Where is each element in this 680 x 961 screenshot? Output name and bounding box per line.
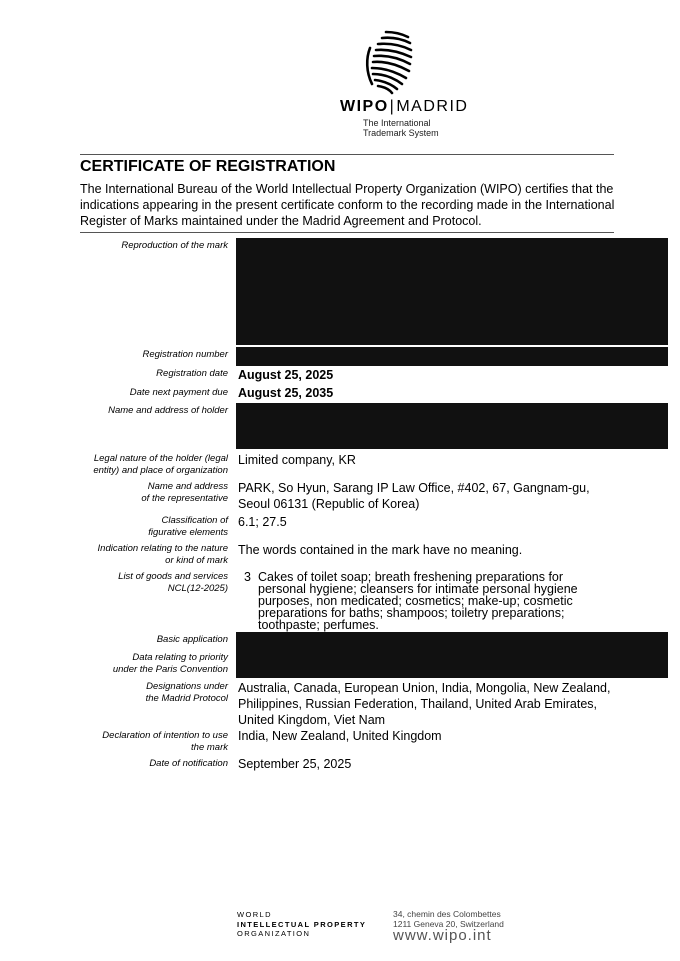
- goods-line: purposes, non medicated; cosmetics; make-up; cosmetic: [258, 594, 573, 608]
- certificate-title: CERTIFICATE OF REGISTRATION: [80, 158, 336, 175]
- logo-subtitle: The International Trademark System: [363, 118, 439, 138]
- indication-label: Indication relating to the nature or kind of mark: [97, 543, 228, 566]
- certificate-intro: The International Bureau of the World Intellectual Property Organization (WIPO) certifies that the indications appearing in the present certificate conform to the recording made in the International Register of Marks maintained under the Madrid Agreement and Protocol.: [80, 182, 615, 228]
- next-payment-value: August 25, 2035: [238, 386, 334, 400]
- goods-line: toothpaste; perfumes.: [258, 618, 379, 632]
- footer-address: 34, chemin des Colombettes 1211 Geneva 20, Switzerland: [393, 909, 504, 929]
- goods-line: Cakes of toilet soap; breath freshening preparations for: [258, 570, 564, 584]
- legal-nature-label: Legal nature of the holder (legal entity) and place of organization: [93, 453, 228, 476]
- logo-wordmark: WIPO|MADRID: [340, 98, 469, 115]
- wipo-globe-icon: [356, 28, 416, 98]
- notification-value: September 25, 2025: [238, 757, 352, 771]
- classification-label: Classification of figurative elements: [148, 515, 228, 538]
- registration-date-label: Registration date: [156, 368, 228, 379]
- footer-url: www.wipo.int: [393, 927, 492, 944]
- basic-application-label: Basic application: [156, 634, 228, 645]
- representative-label: Name and address of the representative: [141, 481, 228, 504]
- redacted-registration-number: [236, 347, 668, 366]
- indication-value: The words contained in the mark have no meaning.: [238, 543, 523, 557]
- designations-value: Australia, Canada, European Union, India, Mongolia, New Zealand, Philippines, Russian Federation, Thailand, United Arab Emirates, United Kingdom, Viet Nam: [238, 681, 611, 727]
- legal-nature-value: Limited company, KR: [238, 453, 356, 467]
- representative-value: PARK, So Hyun, Sarang IP Law Office, #402, 67, Gangnam-gu, Seoul 06131 (Republic of Korea): [238, 481, 590, 511]
- holder-label: Name and address of holder: [108, 405, 228, 416]
- designations-label: Designations under the Madrid Protocol: [145, 681, 228, 704]
- footer-organization: WORLD INTELLECTUAL PROPERTY ORGANIZATION: [237, 910, 367, 938]
- goods-line: preparations for baths; shampoos; toiletry preparations;: [258, 606, 565, 620]
- redacted-holder: [236, 403, 668, 449]
- wipo-madrid-logo: [340, 28, 480, 140]
- redacted-mark-image: [236, 238, 668, 345]
- classification-value: 6.1; 27.5: [238, 515, 287, 529]
- next-payment-label: Date next payment due: [129, 387, 228, 398]
- notification-label: Date of notification: [149, 758, 228, 769]
- divider: [80, 154, 614, 155]
- goods-line: personal hygiene; cleansers for intimate personal hygiene: [258, 582, 578, 596]
- goods-label: List of goods and services NCL(12-2025): [118, 571, 228, 594]
- goods-list: [258, 571, 618, 631]
- reproduction-label: Reproduction of the mark: [121, 240, 228, 251]
- registration-date-value: August 25, 2025: [238, 368, 334, 382]
- divider: [80, 232, 614, 233]
- intention-value: India, New Zealand, United Kingdom: [238, 729, 442, 743]
- redacted-basic-application: [236, 632, 668, 678]
- goods-class-number: 3: [244, 570, 251, 584]
- registration-number-label: Registration number: [142, 349, 228, 360]
- intention-label: Declaration of intention to use the mark: [102, 730, 228, 753]
- priority-label: Data relating to priority under the Paris Convention: [112, 652, 228, 675]
